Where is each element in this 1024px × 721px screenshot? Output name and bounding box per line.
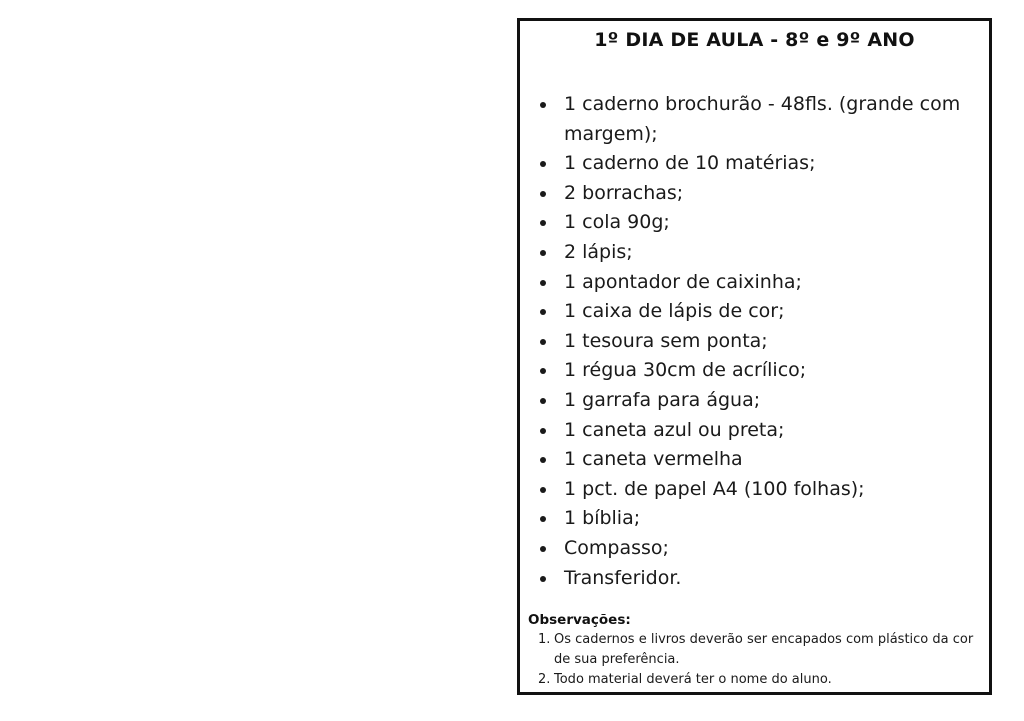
- note-number: 2.: [538, 672, 551, 687]
- list-item-text: 1 cola 90g;: [564, 211, 670, 234]
- list-item: [538, 356, 978, 386]
- bullet-icon: [540, 220, 546, 226]
- bullet-icon: [540, 309, 546, 315]
- page-title: 1º DIA DE AULA - 8º e 9º ANO: [594, 29, 915, 51]
- list-item: [538, 445, 978, 475]
- list-item: [538, 504, 978, 534]
- list-item: [538, 475, 978, 505]
- list-item-text: 1 régua 30cm de acrílico;: [564, 359, 807, 382]
- list-item: [538, 564, 978, 594]
- list-item: [538, 90, 978, 149]
- list-item-text: 2 lápis;: [564, 240, 633, 263]
- bullet-icon: [540, 428, 546, 434]
- list-item-text: 1 caderno de 10 matérias;: [564, 152, 816, 175]
- bullet-icon: [540, 339, 546, 345]
- bullet-icon: [540, 250, 546, 256]
- supply-list-card: [517, 18, 992, 695]
- notes-section: [528, 611, 983, 690]
- bullet-icon: [540, 576, 546, 582]
- bullet-icon: [540, 457, 546, 463]
- notes-heading: Observações:: [528, 612, 631, 628]
- note-item: [528, 630, 983, 670]
- bullet-icon: [540, 398, 546, 404]
- note-item: [528, 670, 983, 690]
- bullet-icon: [540, 161, 546, 167]
- list-item-text: 2 borrachas;: [564, 181, 684, 204]
- bullet-icon: [540, 102, 546, 108]
- list-item-text: 1 pct. de papel A4 (100 folhas);: [564, 477, 865, 500]
- list-item-text: 1 tesoura sem ponta;: [564, 329, 768, 352]
- list-item-text: 1 garrafa para água;: [564, 388, 761, 411]
- list-item-text: 1 caixa de lápis de cor;: [564, 300, 785, 323]
- list-item: [538, 327, 978, 357]
- bullet-icon: [540, 487, 546, 493]
- bullet-icon: [540, 191, 546, 197]
- list-item-text: 1 bíblia;: [564, 507, 641, 530]
- list-item: [538, 268, 978, 298]
- bullet-icon: [540, 280, 546, 286]
- note-text: Todo material deverá ter o nome do aluno.: [554, 672, 832, 687]
- list-item: [538, 238, 978, 268]
- list-item-text: 1 caneta azul ou preta;: [564, 418, 785, 441]
- list-item: [538, 386, 978, 416]
- list-item: [538, 179, 978, 209]
- bullet-icon: [540, 516, 546, 522]
- list-item-text: 1 caderno brochurão - 48fls. (grande com margem);: [564, 93, 961, 145]
- list-item: [538, 208, 978, 238]
- list-item: [538, 416, 978, 446]
- note-number: 1.: [538, 632, 551, 647]
- note-text: Os cadernos e livros deverão ser encapados com plástico da cor de sua preferência.: [554, 632, 974, 667]
- list-item: [538, 297, 978, 327]
- list-item-text: Transferidor.: [564, 566, 682, 589]
- list-item-text: 1 apontador de caixinha;: [564, 270, 802, 293]
- bullet-icon: [540, 368, 546, 374]
- list-item: [538, 534, 978, 564]
- supply-list: [538, 90, 978, 593]
- bullet-icon: [540, 546, 546, 552]
- list-item: [538, 149, 978, 179]
- notes-list: [528, 630, 983, 690]
- list-item-text: Compasso;: [564, 536, 669, 559]
- list-item-text: 1 caneta vermelha: [564, 448, 743, 471]
